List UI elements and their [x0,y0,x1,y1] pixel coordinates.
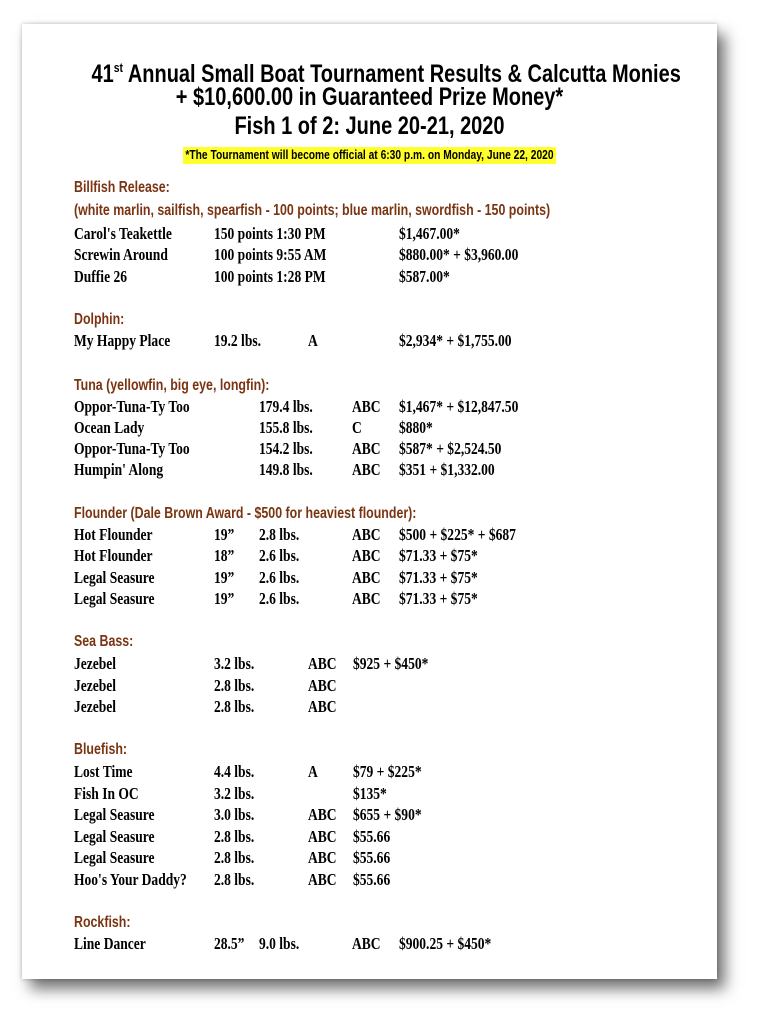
category: ABC [352,460,381,479]
length: 19” [214,525,235,544]
prize-money: $880.00* + $3,960.00 [399,245,519,264]
official-notice: *The Tournament will become official at 6:30 p.m. on Monday, June 22, 2020 [183,147,556,164]
prize-money: $351 + $1,332.00 [399,460,495,479]
boat-name: Duffie 26 [74,267,127,286]
boat-name: Legal Seasure [74,827,155,846]
tournament-dates: Fish 1 of 2: June 20-21, 2020 [234,112,505,140]
weight: 2.6 lbs. [259,546,300,565]
weight: 179.4 lbs. [259,397,313,416]
prize-money: $587* + $2,524.50 [399,439,502,458]
prize-money: $2,934* + $1,755.00 [399,331,512,350]
prize-money: $71.33 + $75* [399,589,478,608]
boat-name: Hot Flounder [74,546,153,565]
table-row [22,696,717,718]
table-row [22,847,717,869]
weight: 155.8 lbs. [259,418,313,437]
boat-name: Screwin Around [74,245,168,264]
category: ABC [308,676,337,695]
table-row [22,869,717,891]
table-row [22,524,717,546]
table-row [22,783,717,805]
weight: 154.2 lbs. [259,439,313,458]
points-time: 100 points 9:55 AM [214,245,327,264]
weight: 149.8 lbs. [259,460,313,479]
table-row [22,826,717,848]
section-title-bluefish: Bluefish: [74,741,128,758]
weight: 3.2 lbs. [214,654,255,673]
weight: 9.0 lbs. [259,934,300,953]
section-subtitle-billfish: (white marlin, sailfish, spearfish - 100 points; blue marlin, swordfish - 150 points) [74,202,551,219]
section-title-seabass: Sea Bass: [74,633,134,650]
table-row [22,223,717,245]
boat-name: Jezebel [74,676,117,695]
weight: 2.8 lbs. [214,827,255,846]
weight: 2.8 lbs. [259,525,300,544]
table-row [22,933,717,955]
table-row [22,761,717,783]
boat-name: Line Dancer [74,934,146,953]
table-row [22,804,717,826]
category: ABC [308,870,337,889]
prize-money: $55.66 [353,848,391,867]
section-title-rockfish: Rockfish: [74,914,131,931]
category: ABC [308,654,337,673]
category: ABC [308,805,337,824]
category: ABC [352,546,381,565]
table-row [22,438,717,460]
section-title-flounder: Flounder (Dale Brown Award - $500 for heaviest flounder): [74,505,417,522]
points-time: 100 points 1:28 PM [214,267,326,286]
prize-money: $79 + $225* [353,762,422,781]
prize-money: $55.66 [353,827,391,846]
table-row [22,330,717,352]
boat-name: Humpin' Along [74,460,164,479]
weight: 2.6 lbs. [259,589,300,608]
boat-name: Legal Seasure [74,805,155,824]
table-row [22,588,717,610]
boat-name: Oppor-Tuna-Ty Too [74,439,190,458]
category: ABC [352,568,381,587]
category: ABC [352,934,381,953]
section-title-tuna: Tuna (yellowfin, big eye, longfin): [74,377,270,394]
prize-money: $655 + $90* [353,805,422,824]
weight: 3.0 lbs. [214,805,255,824]
table-row [22,675,717,697]
boat-name: Ocean Lady [74,418,145,437]
weight: 2.8 lbs. [214,697,255,716]
prize-money: $900.25 + $450* [399,934,492,953]
prize-money: $925 + $450* [353,654,429,673]
section-title-dolphin: Dolphin: [74,311,125,328]
prize-money: $1,467.00* [399,224,460,243]
length: 28.5” [214,934,245,953]
prize-money: $71.33 + $75* [399,568,478,587]
table-row [22,417,717,439]
section-title-billfish: Billfish Release: [74,179,170,196]
boat-name: Fish In OC [74,784,139,803]
table-row [22,396,717,418]
weight: 4.4 lbs. [214,762,255,781]
boat-name: Legal Seasure [74,589,155,608]
boat-name: Legal Seasure [74,848,155,867]
points-time: 150 points 1:30 PM [214,224,326,243]
boat-name: Oppor-Tuna-Ty Too [74,397,190,416]
category: A [308,331,318,350]
prize-money: $1,467* + $12,847.50 [399,397,519,416]
table-row [22,266,717,288]
weight: 3.2 lbs. [214,784,255,803]
prize-money: $587.00* [399,267,450,286]
boat-name: Jezebel [74,697,117,716]
table-row [22,244,717,266]
table-row [22,567,717,589]
category: A [308,762,318,781]
length: 19” [214,568,235,587]
prize-money: $500 + $225* + $687 [399,525,516,544]
boat-name: My Happy Place [74,331,171,350]
category: ABC [308,827,337,846]
category: ABC [308,848,337,867]
boat-name: Lost Time [74,762,133,781]
prize-money: $71.33 + $75* [399,546,478,565]
table-row [22,653,717,675]
page-title: 41st Annual Small Boat Tournament Results & Calcutta Monies [91,60,681,88]
table-row [22,459,717,481]
weight: 2.6 lbs. [259,568,300,587]
weight: 19.2 lbs. [214,331,261,350]
weight: 2.8 lbs. [214,848,255,867]
boat-name: Carol's Teakettle [74,224,172,243]
boat-name: Hoo's Your Daddy? [74,870,187,889]
category: ABC [352,525,381,544]
weight: 2.8 lbs. [214,676,255,695]
prize-money: $880* [399,418,433,437]
category: ABC [352,397,381,416]
boat-name: Legal Seasure [74,568,155,587]
prize-money: $55.66 [353,870,391,889]
prize-money-line: + $10,600.00 in Guaranteed Prize Money* [175,83,564,111]
length: 19” [214,589,235,608]
category: ABC [352,589,381,608]
table-row [22,545,717,567]
category: ABC [352,439,381,458]
category: ABC [308,697,337,716]
prize-money: $135* [353,784,387,803]
boat-name: Jezebel [74,654,117,673]
category: C [352,418,362,437]
length: 18” [214,546,235,565]
results-sheet [22,24,717,979]
weight: 2.8 lbs. [214,870,255,889]
boat-name: Hot Flounder [74,525,153,544]
